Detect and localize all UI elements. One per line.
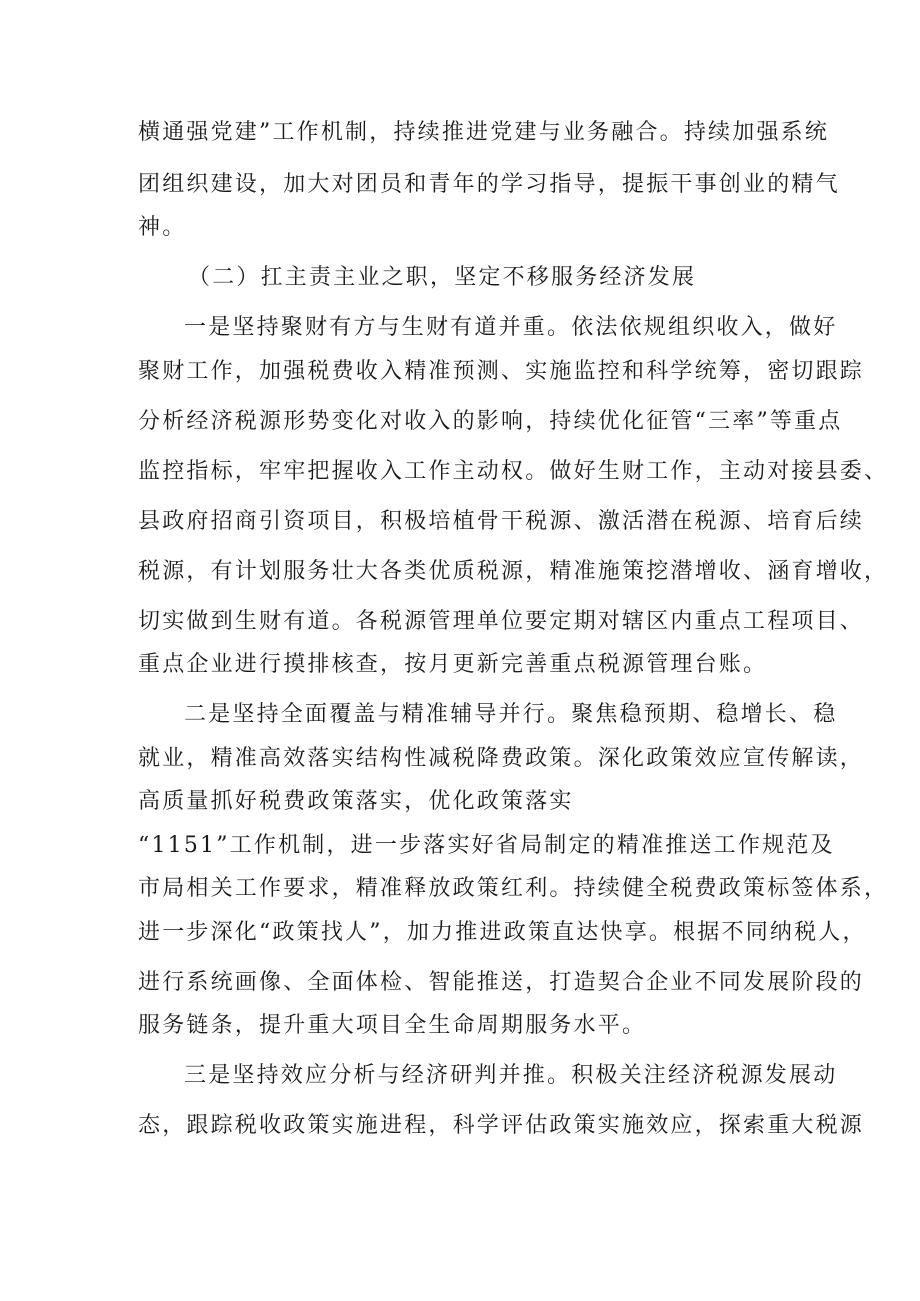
body-text-line: 三是坚持效应分析与经济研判并推。积极关注经济税源发展动 (184, 1063, 838, 1088)
body-text-line: 高质量抓好税费政策落实，优化政策落实 (138, 789, 574, 814)
body-text-line: 切实做到生财有道。各税源管理单位要定期对辖区内重点工程项目、 (138, 609, 865, 634)
body-text-line: 监控指标，牢牢把握收入工作主动权。做好生财工作，主动对接县委、 (138, 459, 889, 484)
body-text-line: 进行系统画像、全面体检、智能推送，打造契合企业不同发展阶段的 (138, 970, 865, 995)
body-text-line: 聚财工作，加强税费收入精准预测、实施监控和科学统筹，密切跟踪 (138, 359, 865, 384)
body-text-line: 态，跟踪税收政策实施进程，科学评估政策实施效应，探索重大税源 (138, 1113, 865, 1138)
body-text-line: 团组织建设，加大对团员和青年的学习指导，提振干事创业的精气 (138, 172, 840, 197)
body-text-line: 神。 (138, 215, 187, 240)
body-text-line: 税源，有计划服务壮大各类优质税源，精准施策挖潜增收、涵育增收， (138, 559, 889, 584)
body-text-line: 市局相关工作要求，精准释放政策红利。持续健全税费政策标签体系， (138, 876, 889, 901)
body-text-line: “1151”工作机制，进一步落实好省局制定的精准推送工作规范及 (138, 833, 835, 858)
section-heading: （二）扛主责主业之职，坚定不移服务经济发展 (188, 265, 697, 290)
body-text-line: 就业，精准高效落实结构性减税降费政策。深化政策效应宣传解读， (138, 746, 865, 771)
body-text-line: 横通强党建”工作机制，持续推进党建与业务融合。持续加强系统 (138, 120, 830, 145)
body-text-line: 二是坚持全面覆盖与精准辅导并行。聚焦稳预期、稳增长、稳 (184, 702, 838, 727)
body-text-line: 服务链条，提升重大项目全生命周期服务水平。 (138, 1013, 647, 1038)
body-text-line: 进一步深化“政策找人”，加力推进政策直达快享。根据不同纳税人， (138, 920, 867, 945)
body-text-line: 重点企业进行摸排核查，按月更新完善重点税源管理台账。 (138, 652, 768, 677)
body-text-line: 县政府招商引资项目，积极培植骨干税源、激活潜在税源、培育后续 (138, 509, 865, 534)
body-text-line: 一是坚持聚财有方与生财有道并重。依法依规组织收入，做好 (184, 315, 838, 340)
body-text-line: 分析经济税源形势变化对收入的影响，持续优化征管“三率”等重点 (138, 409, 843, 434)
